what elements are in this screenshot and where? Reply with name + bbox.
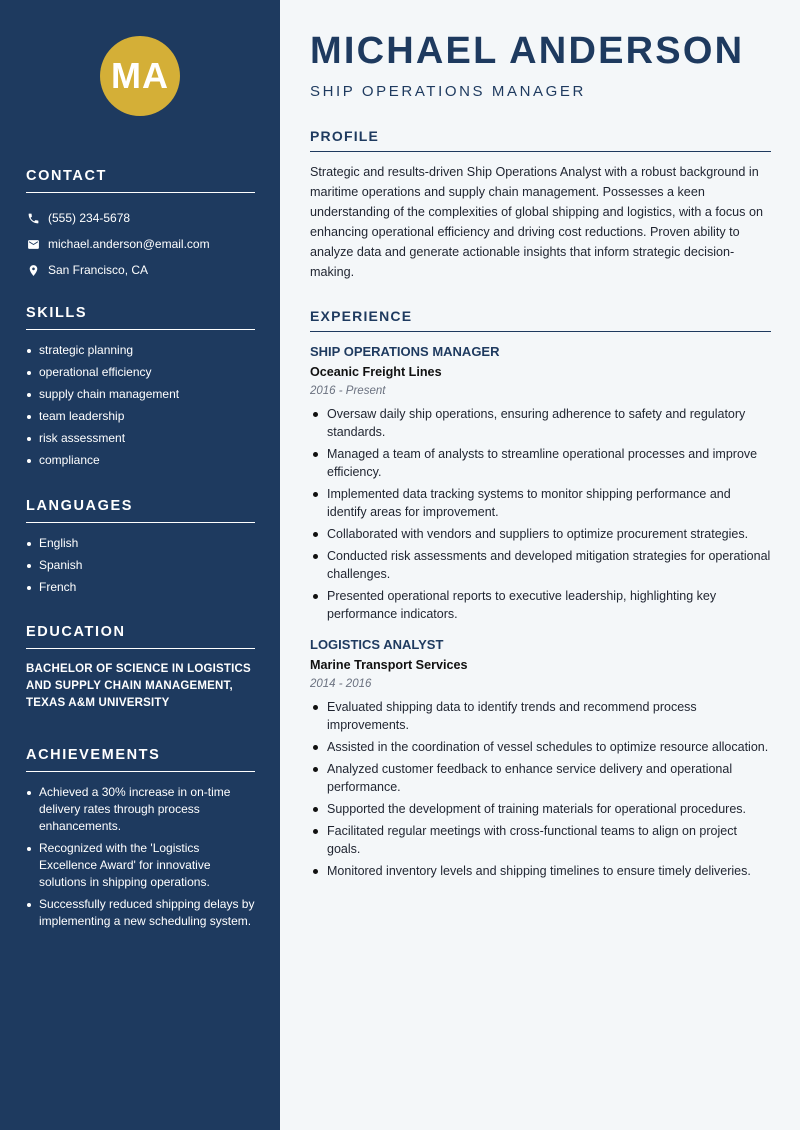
skill-item: team leadership — [26, 408, 255, 425]
job-bullets — [310, 405, 771, 623]
language-item: English — [26, 535, 255, 552]
achievement-item: Successfully reduced shipping delays by implementing a new scheduling system. — [26, 896, 255, 930]
contact-location — [26, 257, 255, 283]
achievement-item: Achieved a 30% increase in on-time delivery rates through process enhancements. — [26, 784, 255, 835]
phone-icon — [26, 211, 40, 225]
experience-section — [310, 308, 771, 884]
job-entry — [310, 344, 771, 623]
email-text[interactable]: michael.anderson@email.com — [48, 237, 210, 251]
contact-email — [26, 231, 255, 257]
candidate-name: MICHAEL ANDERSON — [310, 30, 745, 72]
skill-item: compliance — [26, 452, 255, 469]
job-bullet: Managed a team of analysts to streamline operational processes and improve efficiency. — [310, 445, 771, 481]
job-bullet: Conducted risk assessments and developed mitigation strategies for operational challenges. — [310, 547, 771, 583]
contact-phone — [26, 205, 255, 231]
achievements-heading: ACHIEVEMENTS — [26, 747, 255, 772]
job-bullet: Evaluated shipping data to identify trends and recommend process improvements. — [310, 698, 771, 734]
language-item: French — [26, 579, 255, 596]
job-title: LOGISTICS ANALYST — [310, 637, 444, 652]
skill-item: strategic planning — [26, 342, 255, 359]
contact-section — [26, 168, 255, 283]
job-title: SHIP OPERATIONS MANAGER — [310, 344, 500, 359]
job-bullet: Implemented data tracking systems to monitor shipping performance and identify areas for improvement. — [310, 485, 771, 521]
location-text: San Francisco, CA — [48, 263, 149, 277]
job-dates: 2016 - Present — [310, 385, 386, 397]
location-pin-icon — [26, 263, 40, 277]
skills-section — [26, 305, 255, 474]
company-name: Marine Transport Services — [310, 658, 468, 672]
skills-list — [26, 342, 255, 469]
achievement-item: Recognized with the 'Logistics Excellence Award' for innovative solutions in shipping operations. — [26, 840, 255, 891]
job-bullet: Presented operational reports to executive leadership, highlighting key performance indicators. — [310, 587, 771, 623]
job-bullet: Facilitated regular meetings with cross-functional teams to align on project goals. — [310, 822, 771, 858]
languages-section — [26, 498, 255, 601]
sidebar — [0, 0, 280, 1130]
job-bullet: Assisted in the coordination of vessel schedules to optimize resource allocation. — [310, 738, 771, 756]
job-bullet: Analyzed customer feedback to enhance service delivery and operational performance. — [310, 760, 771, 796]
job-bullets — [310, 698, 771, 880]
languages-heading: LANGUAGES — [26, 498, 255, 523]
skills-heading: SKILLS — [26, 305, 255, 330]
education-degree: BACHELOR OF SCIENCE IN LOGISTICS AND SUPPLY CHAIN MANAGEMENT, TEXAS A&M UNIVERSITY — [26, 663, 251, 709]
job-bullet: Collaborated with vendors and suppliers to optimize procurement strategies. — [310, 525, 771, 543]
job-bullet: Oversaw daily ship operations, ensuring adherence to safety and regulatory standards. — [310, 405, 771, 441]
phone-text[interactable]: (555) 234-5678 — [48, 211, 131, 225]
profile-text: Strategic and results-driven Ship Operations Analyst with a robust background in maritime operations and supply chain management. Possesses a keen understanding of the complexities of global shipping and logistics, with a focus on enhancing operational efficiency and driving cost reductions. Proven ability to analyze data and generate actionable insights that inform strategic decision-making. — [310, 165, 763, 279]
education-section — [26, 624, 255, 712]
contact-heading: CONTACT — [26, 168, 255, 193]
job-bullet: Monitored inventory levels and shipping timelines to ensure timely deliveries. — [310, 862, 771, 880]
avatar: MA — [100, 36, 180, 116]
education-heading: EDUCATION — [26, 624, 255, 649]
job-title-header: SHIP OPERATIONS MANAGER — [310, 83, 586, 100]
skill-item: supply chain management — [26, 386, 255, 403]
language-item: Spanish — [26, 557, 255, 574]
experience-heading: EXPERIENCE — [310, 308, 771, 332]
job-dates: 2014 - 2016 — [310, 678, 372, 690]
profile-section — [310, 128, 771, 282]
mail-icon — [26, 237, 40, 251]
languages-list — [26, 535, 255, 596]
skill-item: operational efficiency — [26, 364, 255, 381]
job-entry — [310, 637, 771, 880]
job-bullet: Supported the development of training materials for operational procedures. — [310, 800, 771, 818]
skill-item: risk assessment — [26, 430, 255, 447]
company-name: Oceanic Freight Lines — [310, 365, 442, 379]
achievements-section — [26, 747, 255, 935]
achievements-list — [26, 784, 255, 930]
profile-heading: PROFILE — [310, 128, 771, 152]
